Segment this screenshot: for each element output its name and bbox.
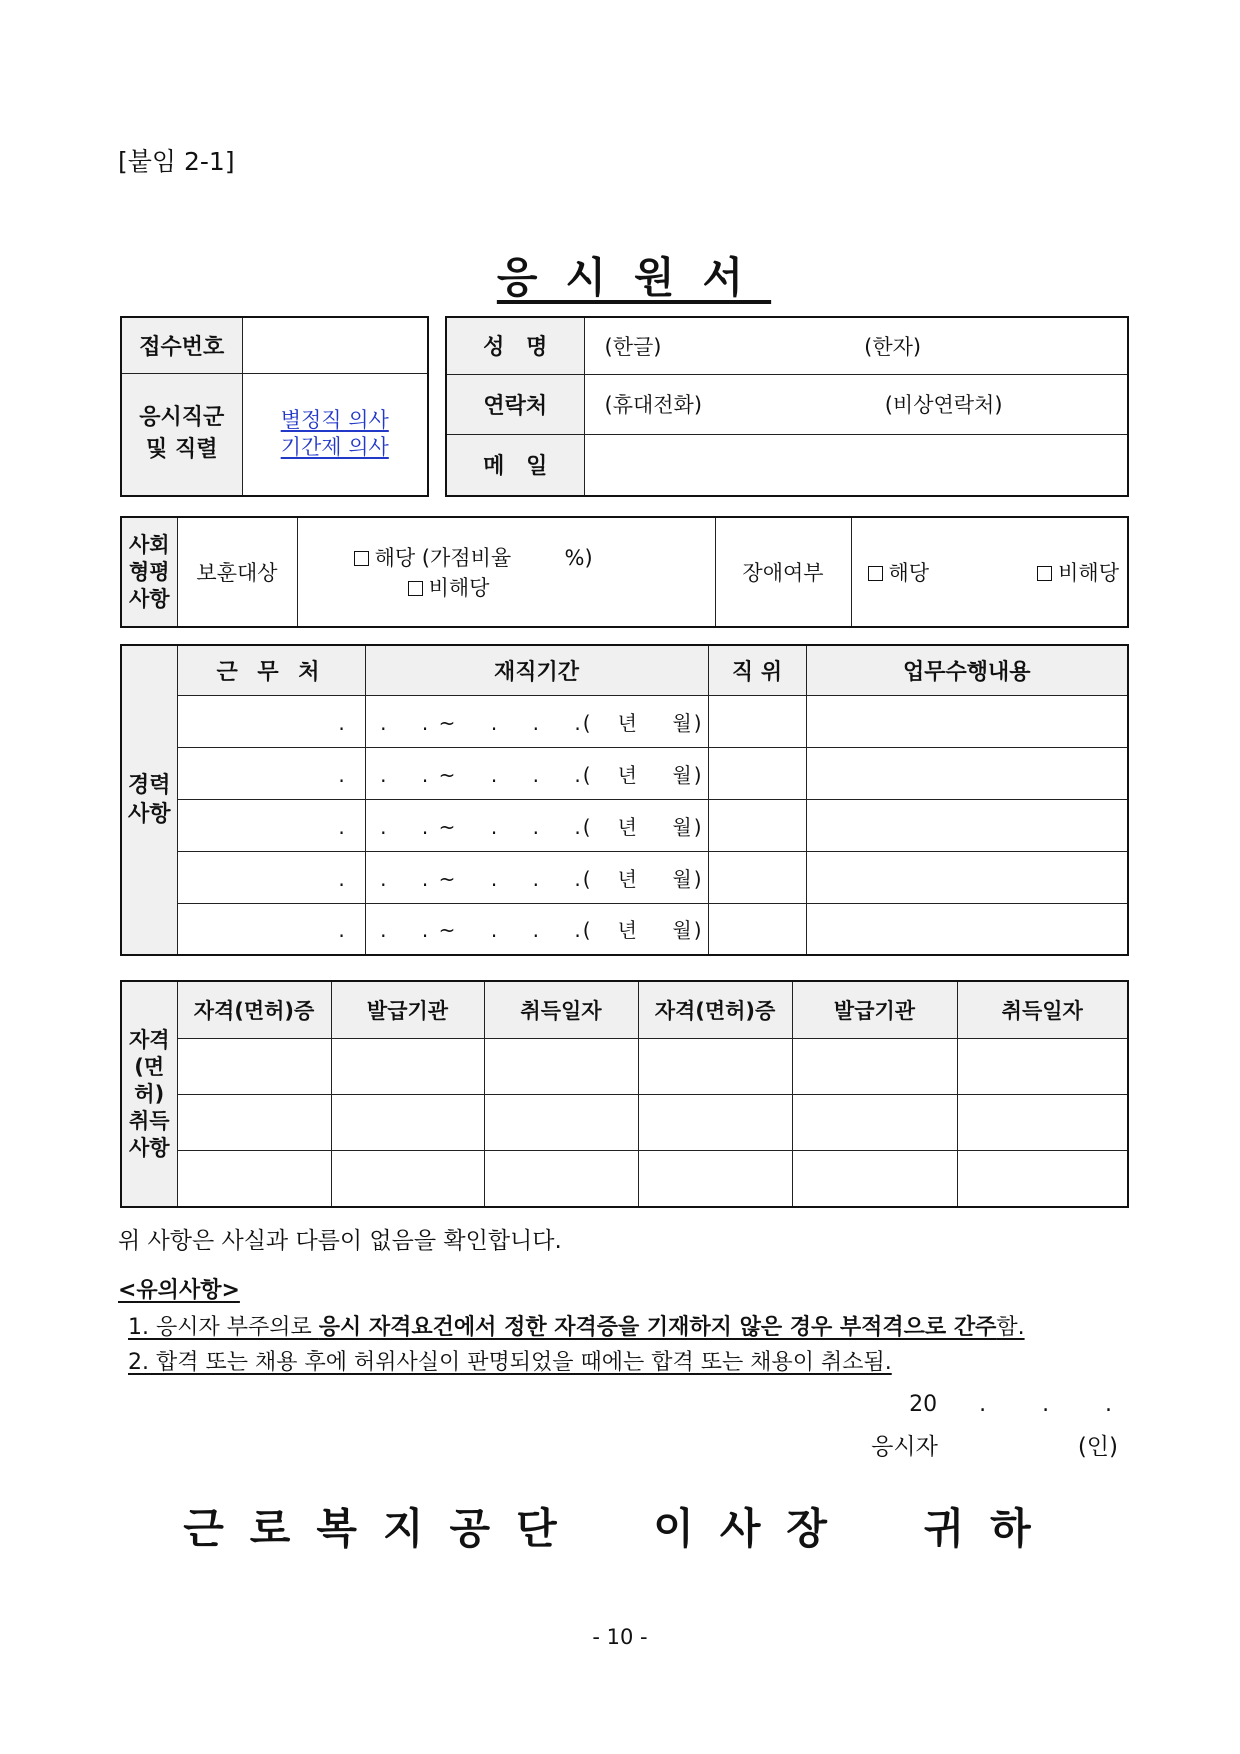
checkbox-icon — [1037, 566, 1052, 581]
notice-item-1-suffix: 함. — [996, 1315, 1025, 1340]
career-period-cell[interactable] — [338, 799, 708, 851]
social-equity-table — [120, 516, 1129, 628]
veteran-yes-label: 해당 (가점비율 %) — [374, 546, 593, 570]
veteran-options — [297, 517, 715, 627]
form-title-text: 응시원서 — [496, 253, 772, 302]
notice-heading: <유의사항> — [118, 1278, 240, 1303]
career-duty-cell[interactable] — [806, 851, 1128, 903]
notice-item-1-emphasis: 응시 자격요건에서 정한 자격증을 기재하지 않은 경우 부적격으로 간주 — [318, 1315, 997, 1340]
license-cell[interactable] — [638, 1150, 792, 1207]
license-header-name-1: 자격(면허)증 — [177, 981, 331, 1038]
contact-field[interactable] — [584, 374, 1128, 434]
license-cell[interactable] — [638, 1094, 792, 1150]
social-equity-label: 사회 형평 사항 — [121, 517, 177, 627]
name-label: 성 명 — [446, 317, 584, 374]
license-cell[interactable] — [331, 1150, 484, 1207]
checkbox-icon — [354, 551, 369, 566]
veteran-no-checkbox[interactable] — [408, 572, 490, 602]
license-header-name-2: 자격(면허)증 — [638, 981, 792, 1038]
career-title-cell[interactable] — [708, 695, 806, 747]
name-korean-label: (한글) — [604, 334, 662, 359]
disability-yes-label: 해당 — [888, 561, 930, 585]
career-header-title: 직 위 — [708, 645, 806, 695]
disability-label: 장애여부 — [715, 517, 851, 627]
career-workplace-cell[interactable] — [177, 695, 365, 747]
notice-item-2: 2. 합격 또는 채용 후에 허위사실이 판명되었을 때에는 합격 또는 채용이 취소됨. — [128, 1350, 892, 1375]
license-cell[interactable] — [484, 1150, 638, 1207]
mobile-label: (휴대전화) — [604, 393, 703, 417]
career-workplace-cell[interactable] — [177, 851, 365, 903]
addressee: 근로복지공단 이사장 귀하 — [183, 1504, 1057, 1553]
career-period-text: . . . ~ . . .( 년 월) — [338, 866, 704, 891]
confirm-statement: 위 사항은 사실과 다름이 없음을 확인합니다. — [118, 1228, 562, 1254]
career-period-cell[interactable] — [338, 747, 708, 799]
email-field[interactable] — [584, 434, 1128, 496]
license-cell[interactable] — [957, 1038, 1128, 1094]
career-table — [120, 644, 1129, 956]
career-title-cell[interactable] — [708, 903, 806, 955]
license-cell[interactable] — [177, 1094, 331, 1150]
table-row — [121, 903, 1128, 955]
checkbox-icon — [868, 566, 883, 581]
disability-no-checkbox[interactable] — [1037, 557, 1119, 587]
license-cell[interactable] — [484, 1094, 638, 1150]
attachment-label: [붙임 2-1] — [118, 147, 235, 176]
seal-label: (인) — [1077, 1434, 1118, 1460]
table-row — [121, 747, 1128, 799]
disability-yes-checkbox[interactable] — [868, 557, 930, 587]
notice-item-1 — [128, 1310, 1025, 1341]
table-row — [121, 1150, 1128, 1207]
veteran-no-label: 비해당 — [428, 576, 490, 600]
career-period-text: . . . ~ . . .( 년 월) — [338, 710, 704, 735]
career-workplace-cell[interactable] — [177, 799, 365, 851]
checkbox-icon — [408, 581, 423, 596]
disability-options — [851, 517, 1128, 627]
receipt-position-table — [120, 316, 429, 497]
notice-item-1-prefix: 1. 응시자 부주의로 — [128, 1315, 319, 1340]
career-header-workplace: 근 무 처 — [177, 645, 365, 695]
form-title — [0, 245, 1240, 305]
license-table — [120, 980, 1129, 1208]
veteran-yes-checkbox[interactable] — [354, 546, 593, 570]
career-title-cell[interactable] — [708, 851, 806, 903]
career-workplace-cell[interactable] — [177, 903, 365, 955]
license-cell[interactable] — [792, 1150, 957, 1207]
career-workplace-cell[interactable] — [177, 747, 365, 799]
license-cell[interactable] — [957, 1150, 1128, 1207]
date-line: 20 . . . — [909, 1392, 1112, 1417]
license-cell[interactable] — [331, 1094, 484, 1150]
position-option-2[interactable]: 기간제 의사 — [280, 435, 389, 460]
table-row — [121, 851, 1128, 903]
career-duty-cell[interactable] — [806, 695, 1128, 747]
position-label: 응시직군 및 직렬 — [121, 373, 242, 496]
career-title-cell[interactable] — [708, 799, 806, 851]
table-row — [121, 1094, 1128, 1150]
receipt-number-field[interactable] — [242, 317, 428, 373]
personal-info-table — [445, 316, 1129, 497]
career-title-cell[interactable] — [708, 747, 806, 799]
license-header-date-1: 취득일자 — [484, 981, 638, 1038]
career-period-cell[interactable] — [338, 851, 708, 903]
receipt-number-label: 접수번호 — [121, 317, 242, 373]
position-option-1[interactable]: 별정직 의사 — [280, 408, 389, 433]
license-cell[interactable] — [177, 1150, 331, 1207]
license-cell[interactable] — [638, 1038, 792, 1094]
table-row — [121, 799, 1128, 851]
email-label: 메 일 — [446, 434, 584, 496]
name-field[interactable] — [584, 317, 1128, 374]
career-period-cell[interactable] — [338, 695, 708, 747]
career-duty-cell[interactable] — [806, 799, 1128, 851]
license-cell[interactable] — [792, 1094, 957, 1150]
name-hanja-label: (한자) — [864, 334, 922, 359]
applicant-sign-line — [871, 1428, 1118, 1461]
career-period-text: . . . ~ . . .( 년 월) — [338, 762, 704, 787]
license-label: 자격 (면허) 취득 사항 — [121, 981, 177, 1207]
career-label: 경력 사항 — [121, 645, 177, 955]
veteran-label: 보훈대상 — [177, 517, 297, 627]
license-header-date-2: 취득일자 — [957, 981, 1128, 1038]
disability-no-label: 비해당 — [1058, 561, 1119, 585]
career-header-period: 재직기간 — [365, 645, 708, 695]
career-period-cell[interactable] — [338, 903, 708, 955]
license-header-issuer-1: 발급기관 — [331, 981, 484, 1038]
license-cell[interactable] — [792, 1038, 957, 1094]
license-header-issuer-2: 발급기관 — [792, 981, 957, 1038]
emergency-label: (비상연락처) — [884, 393, 1003, 417]
license-cell[interactable] — [331, 1038, 484, 1094]
page-number: - 10 - — [592, 1625, 648, 1649]
career-duty-cell[interactable] — [806, 903, 1128, 955]
table-row — [121, 1038, 1128, 1094]
career-duty-cell[interactable] — [806, 747, 1128, 799]
career-period-text: . . . ~ . . .( 년 월) — [338, 918, 704, 943]
contact-label: 연락처 — [446, 374, 584, 434]
license-cell[interactable] — [484, 1038, 638, 1094]
position-options — [242, 373, 428, 496]
applicant-label: 응시자 — [871, 1434, 938, 1460]
license-cell[interactable] — [957, 1094, 1128, 1150]
career-period-text: . . . ~ . . .( 년 월) — [338, 814, 704, 839]
career-header-duty: 업무수행내용 — [806, 645, 1128, 695]
license-cell[interactable] — [177, 1038, 331, 1094]
table-row — [121, 695, 1128, 747]
